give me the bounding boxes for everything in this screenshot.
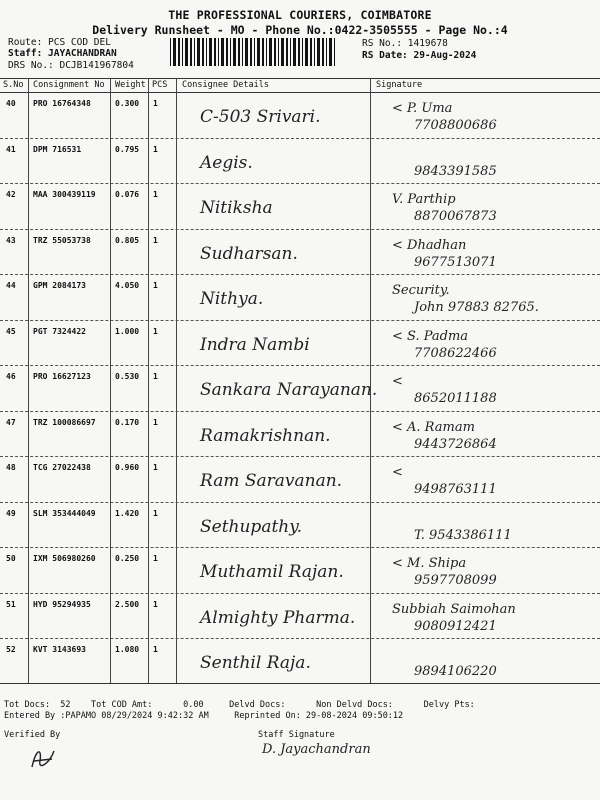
row-pieces: 1 (153, 326, 158, 336)
row-serial-number: 42 (6, 190, 16, 199)
row-weight: 0.170 (115, 417, 140, 427)
signature-name: < (392, 465, 403, 480)
signature-phone: 8870067873 (414, 209, 497, 224)
row-weight: 2.500 (115, 599, 140, 609)
row-signature (372, 147, 597, 187)
row-serial-number: 48 (6, 463, 16, 472)
col-header-sno: S.No (3, 80, 24, 90)
row-pieces: 1 (153, 190, 158, 199)
signature-phone: 7708622466 (414, 345, 497, 361)
row-weight: 0.795 (115, 144, 140, 154)
table-row (0, 639, 600, 685)
row-weight: 0.250 (115, 554, 140, 563)
signature-phone: 9894106220 (414, 664, 497, 679)
row-consignee-name: Ram Saravanan. (200, 471, 343, 491)
signature-name: < S. Padma (392, 328, 469, 344)
row-consignee-name: C-503 Srivari. (200, 107, 321, 127)
row-weight: 4.050 (115, 281, 140, 290)
col-header-consignee: Consignee Details (182, 80, 269, 90)
staff-signature-label: Staff Signature (258, 730, 335, 740)
verified-signature-scribble (28, 743, 58, 773)
col-header-consignment: Consignment No (33, 80, 105, 90)
row-signature (372, 329, 597, 369)
signature-name: V. Parthip (392, 192, 456, 207)
verified-by-label: Verified By (4, 730, 61, 740)
signature-phone: 9597708099 (414, 573, 497, 588)
signature-phone: 9843391585 (414, 163, 497, 179)
signature-phone: 9677513071 (414, 254, 497, 270)
row-pieces: 1 (153, 645, 158, 654)
signature-phone: 8652011188 (414, 391, 497, 406)
row-pieces: 1 (153, 554, 158, 563)
row-consignment-number: SLM 353444049 (33, 508, 96, 518)
row-signature (372, 465, 597, 505)
row-consignment-number: TCG 27022438 (33, 463, 91, 472)
row-consignment-number: GPM 2084173 (33, 281, 86, 290)
row-signature (372, 511, 597, 551)
table-row (0, 412, 600, 458)
table-row (0, 366, 600, 412)
signature-name: < M. Shipa (392, 556, 467, 571)
row-signature (372, 556, 597, 596)
row-serial-number: 44 (6, 281, 16, 290)
row-pieces: 1 (153, 599, 158, 609)
row-pieces: 1 (153, 372, 158, 381)
row-serial-number: 52 (6, 645, 16, 654)
row-signature (372, 238, 597, 278)
col-header-pcs: PCS (152, 80, 168, 90)
table-row (0, 93, 600, 139)
rs-date: RS Date: 29-Aug-2024 (362, 50, 477, 61)
row-consignee-name: Senthil Raja. (200, 653, 311, 673)
row-consignee-name: Aegis. (200, 152, 253, 173)
barcode-left (170, 38, 335, 66)
row-signature (372, 374, 597, 414)
table-row (0, 457, 600, 503)
row-pieces: 1 (153, 463, 158, 472)
row-weight: 1.420 (115, 508, 140, 518)
table-row (0, 321, 600, 367)
row-consignee-name: Almighty Pharma. (200, 607, 356, 628)
entered-by-line: Entered By :PAPAMO 08/29/2024 9:42:32 AM Reprinted On: 29-08-2024 09:50:12 (4, 711, 404, 721)
row-serial-number: 50 (6, 554, 16, 563)
row-signature (372, 101, 597, 141)
signature-name: < A. Ramam (392, 419, 475, 435)
runsheet-subtitle: Delivery Runsheet - MO - Phone No.:0422-3505555 - Page No.:4 (92, 23, 508, 37)
row-serial-number: 46 (6, 372, 16, 381)
table-row (0, 594, 600, 640)
row-consignee-name: Indra Nambi (200, 334, 310, 355)
row-weight: 1.080 (115, 645, 140, 654)
row-pieces: 1 (153, 235, 158, 245)
table-row (0, 548, 600, 594)
row-signature (372, 420, 597, 460)
row-consignment-number: PGT 7324422 (33, 326, 86, 336)
row-consignee-name: Nitiksha (200, 198, 273, 218)
row-consignee-name: Nithya. (200, 289, 264, 309)
company-title: THE PROFESSIONAL COURIERS, COIMBATORE (168, 8, 432, 22)
row-signature (372, 192, 597, 232)
drs-number: DRS No.: DCJB141967804 (8, 60, 134, 71)
table-row (0, 139, 600, 185)
row-signature (372, 283, 597, 323)
row-pieces: 1 (153, 144, 158, 154)
row-consignee-name: Sankara Narayanan. (200, 380, 378, 400)
row-consignment-number: TRZ 100086697 (33, 417, 96, 427)
row-consignee-name: Muthamil Rajan. (200, 562, 344, 582)
row-signature (372, 647, 597, 687)
row-pieces: 1 (153, 417, 158, 427)
signature-phone: T. 9543386111 (414, 527, 512, 543)
row-weight: 0.960 (115, 463, 140, 472)
row-consignment-number: IXM 506980260 (33, 554, 96, 563)
signature-name: < Dhadhan (392, 237, 467, 253)
signature-phone: 7708800686 (414, 118, 497, 133)
row-serial-number: 45 (6, 326, 16, 336)
row-weight: 0.300 (115, 99, 140, 108)
row-consignment-number: TRZ 55053738 (33, 235, 91, 245)
row-serial-number: 40 (6, 99, 16, 108)
row-consignment-number: PRO 16627123 (33, 372, 91, 381)
row-serial-number: 41 (6, 144, 16, 154)
row-pieces: 1 (153, 99, 158, 108)
row-consignment-number: KVT 3143693 (33, 645, 86, 654)
route-label: Route: PCS COD DEL (8, 37, 111, 48)
row-weight: 0.805 (115, 235, 140, 245)
staff-label: Staff: JAYACHANDRAN (8, 48, 117, 59)
col-header-weight: Weight (115, 80, 146, 90)
col-header-signature: Signature (376, 80, 423, 90)
table-header (0, 78, 600, 93)
row-weight: 0.076 (115, 190, 140, 199)
signature-phone: 9080912421 (414, 618, 497, 634)
row-pieces: 1 (153, 508, 158, 518)
table-row (0, 275, 600, 321)
row-weight: 1.000 (115, 326, 140, 336)
row-consignee-name: Sudharsan. (200, 243, 298, 264)
table-row (0, 230, 600, 276)
table-row (0, 503, 600, 549)
row-serial-number: 49 (6, 508, 16, 518)
signature-phone: 9498763111 (414, 482, 497, 497)
row-consignment-number: PRO 16764348 (33, 99, 91, 108)
row-consignee-name: Sethupathy. (200, 516, 302, 537)
row-signature (372, 602, 597, 642)
signature-phone: 9443726864 (414, 436, 497, 452)
row-serial-number: 43 (6, 235, 16, 245)
row-consignment-number: DPM 716531 (33, 144, 82, 154)
signature-name: < (392, 374, 403, 389)
row-pieces: 1 (153, 281, 158, 290)
row-consignee-name: Ramakrishnan. (200, 425, 331, 446)
row-serial-number: 47 (6, 417, 16, 427)
row-consignment-number: HYD 95294935 (33, 599, 91, 609)
staff-signature-handwriting: D. Jayachandran (262, 742, 371, 757)
signature-phone: John 97883 82765. (414, 300, 539, 315)
row-weight: 0.530 (115, 372, 140, 381)
row-consignment-number: MAA 300439119 (33, 190, 96, 199)
row-serial-number: 51 (6, 599, 16, 609)
signature-name: < P. Uma (392, 101, 453, 116)
totals-line: Tot Docs: 52 Tot COD Amt: 0.00 Delvd Docs: Non Delvd Docs: Delvy Pts: (4, 700, 475, 710)
signature-name: Security. (392, 283, 450, 298)
rs-number: RS No.: 1419678 (362, 38, 448, 49)
table-row (0, 184, 600, 230)
signature-name: Subbiah Saimohan (392, 601, 516, 617)
